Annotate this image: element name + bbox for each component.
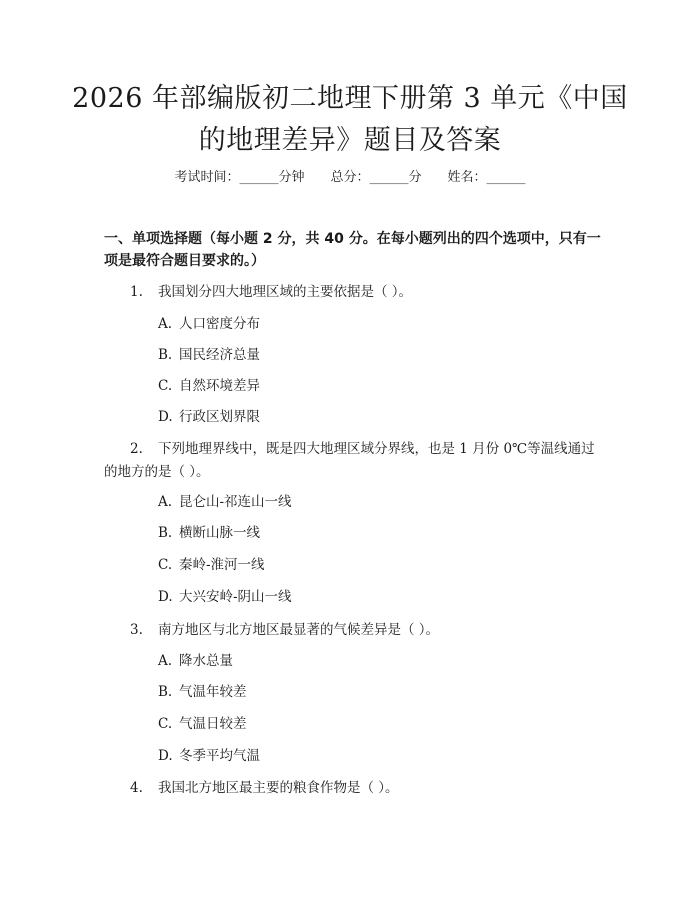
exam-name-field: 姓名：______ — [447, 170, 526, 185]
option-letter: B. — [158, 684, 173, 700]
option-letter: A. — [158, 494, 173, 510]
q3-option-b — [158, 682, 247, 702]
exam-time-field: 考试时间：______分钟 — [174, 170, 305, 185]
option-letter: C. — [158, 378, 173, 394]
option-letter: D. — [158, 589, 173, 605]
question-4 — [104, 777, 604, 800]
q1-option-d — [158, 407, 260, 427]
question-text: 我国划分四大地理区域的主要依据是（ ）。 — [158, 284, 413, 300]
question-3 — [104, 619, 604, 642]
q2-option-a — [158, 492, 292, 512]
page-title: 2026 年部编版初二地理下册第 3 单元《中国的地理差异》题目及答案 — [72, 83, 628, 156]
option-text: 冬季平均气温 — [179, 748, 260, 764]
option-text: 横断山脉一线 — [179, 525, 260, 541]
question-number: 1. — [130, 284, 143, 300]
option-letter: A. — [158, 653, 173, 669]
q2-option-d — [158, 587, 292, 607]
q1-option-a — [158, 314, 260, 334]
option-text: 气温年较差 — [179, 684, 247, 700]
question-text: 南方地区与北方地区最显著的气候差异是（ ）。 — [158, 622, 440, 638]
option-text: 国民经济总量 — [179, 347, 260, 363]
exam-total-score-field: 总分：______分 — [330, 170, 422, 185]
option-text: 秦岭-淮河一线 — [179, 557, 265, 573]
option-text: 气温日较差 — [179, 716, 247, 732]
option-letter: A. — [158, 316, 173, 332]
q3-option-d — [158, 746, 260, 766]
option-letter: C. — [158, 557, 173, 573]
option-text: 昆仑山-祁连山一线 — [179, 494, 292, 510]
option-letter: B. — [158, 525, 173, 541]
option-text: 人口密度分布 — [179, 316, 260, 332]
question-text: 下列地理界线中，既是四大地理区域分界线，也是 1 月份 0℃等温线通过的地方的是（ ）。 — [104, 441, 595, 480]
question-text: 我国北方地区最主要的粮食作物是（ ）。 — [158, 780, 399, 796]
option-letter: D. — [158, 409, 173, 425]
question-1 — [104, 281, 604, 304]
option-text: 行政区划界限 — [179, 409, 260, 425]
question-number: 3. — [130, 622, 143, 638]
q2-option-b — [158, 523, 260, 543]
option-text: 大兴安岭-阴山一线 — [179, 589, 292, 605]
section-header: 一、单项选择题（每小题 2 分，共 40 分。在每小题列出的四个选项中，只有一项是最符合题目要求的。） — [104, 231, 601, 269]
question-2 — [104, 438, 604, 484]
option-text: 降水总量 — [179, 653, 233, 669]
option-letter: D. — [158, 748, 173, 764]
option-letter: B. — [158, 347, 173, 363]
question-number: 2. — [130, 441, 143, 457]
q3-option-a — [158, 651, 233, 671]
question-number: 4. — [130, 780, 143, 796]
option-text: 自然环境差异 — [179, 378, 260, 394]
q1-option-b — [158, 345, 260, 365]
q3-option-c — [158, 714, 247, 734]
q1-option-c — [158, 376, 260, 396]
q2-option-c — [158, 555, 265, 575]
option-letter: C. — [158, 716, 173, 732]
exam-info-line — [0, 168, 700, 188]
